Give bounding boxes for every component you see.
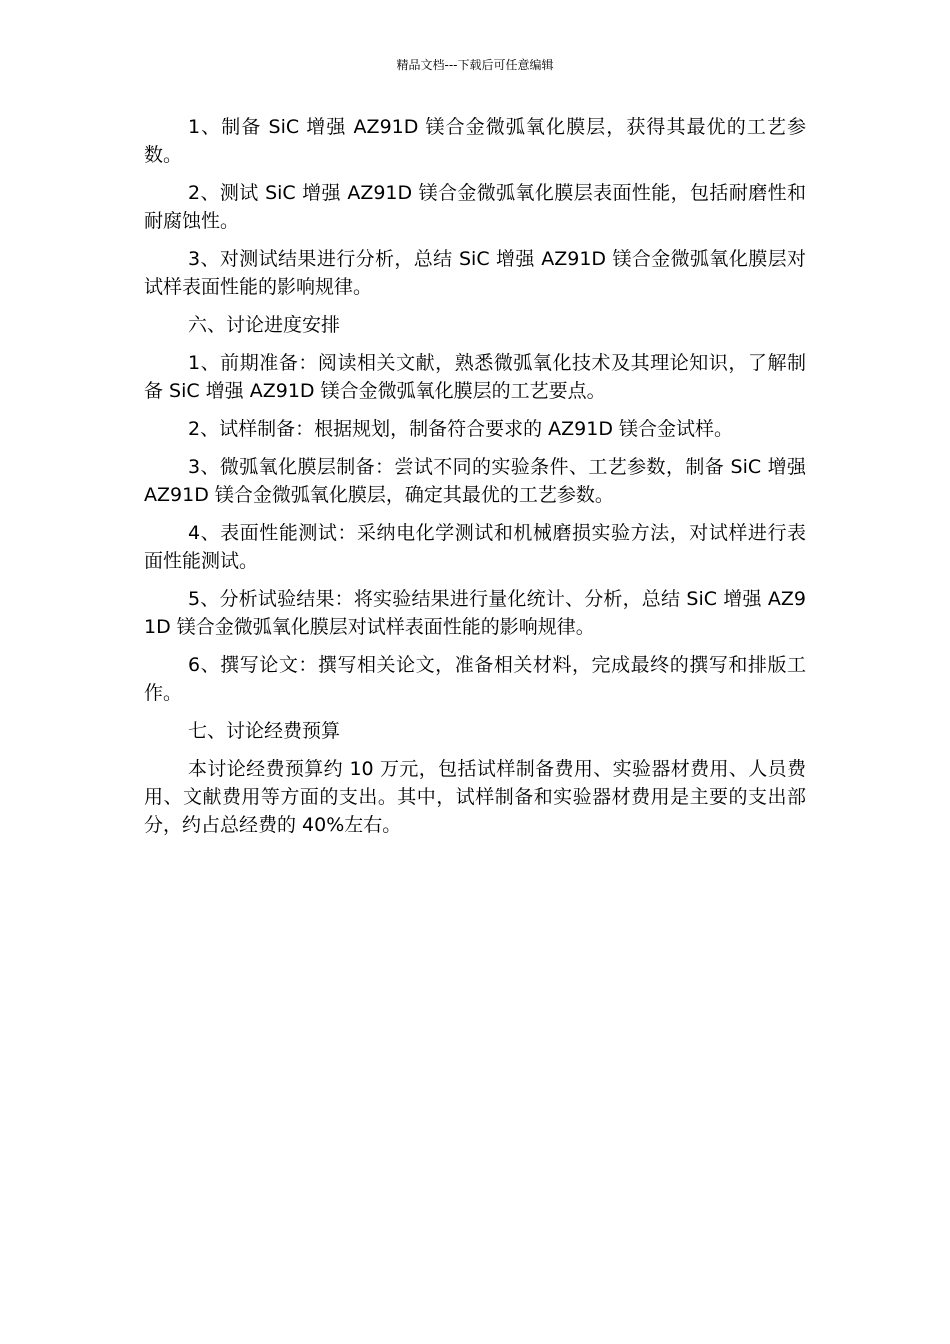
schedule-item-5: 5、分析试验结果：将实验结果进行量化统计、分析，总结 SiC 增强 AZ91D 镁合金微弧氧化膜层对试样表面性能的影响规律。: [144, 588, 806, 638]
schedule-item-4: 4、表面性能测试：采纳电化学测试和机械磨损实验方法，对试样进行表面性能测试。: [144, 522, 806, 572]
schedule-item-3: 3、微弧氧化膜层制备：尝试不同的实验条件、工艺参数，制备 SiC 增强 AZ91D 镁合金微弧氧化膜层，确定其最优的工艺参数。: [144, 456, 806, 506]
section-heading-schedule: 六、讨论进度安排: [188, 314, 341, 336]
document-body: [144, 113, 806, 849]
section-heading-budget: 七、讨论经费预算: [188, 720, 341, 742]
objective-item-2: 2、测试 SiC 增强 AZ91D 镁合金微弧氧化膜层表面性能，包括耐磨性和耐腐蚀性。: [144, 182, 806, 232]
schedule-item-1: 1、前期准备：阅读相关文献，熟悉微弧氧化技术及其理论知识，了解制备 SiC 增强 AZ91D 镁合金微弧氧化膜层的工艺要点。: [144, 352, 806, 402]
objective-item-1: 1、制备 SiC 增强 AZ91D 镁合金微弧氧化膜层，获得其最优的工艺参数。: [144, 116, 806, 166]
schedule-item-6: 6、撰写论文：撰写相关论文，准备相关材料，完成最终的撰写和排版工作。: [144, 654, 806, 704]
page-header: 精品文档---下载后可任意编辑: [396, 58, 554, 72]
schedule-item-2: 2、试样制备：根据规划，制备符合要求的 AZ91D 镁合金试样。: [188, 418, 733, 440]
objective-item-3: 3、对测试结果进行分析，总结 SiC 增强 AZ91D 镁合金微弧氧化膜层对试样表面性能的影响规律。: [144, 248, 806, 298]
budget-paragraph: 本讨论经费预算约 10 万元，包括试样制备费用、实验器材费用、人员费用、文献费用等方面的支出。其中，试样制备和实验器材费用是主要的支出部分，约占总经费的 40%左右。: [144, 758, 806, 836]
